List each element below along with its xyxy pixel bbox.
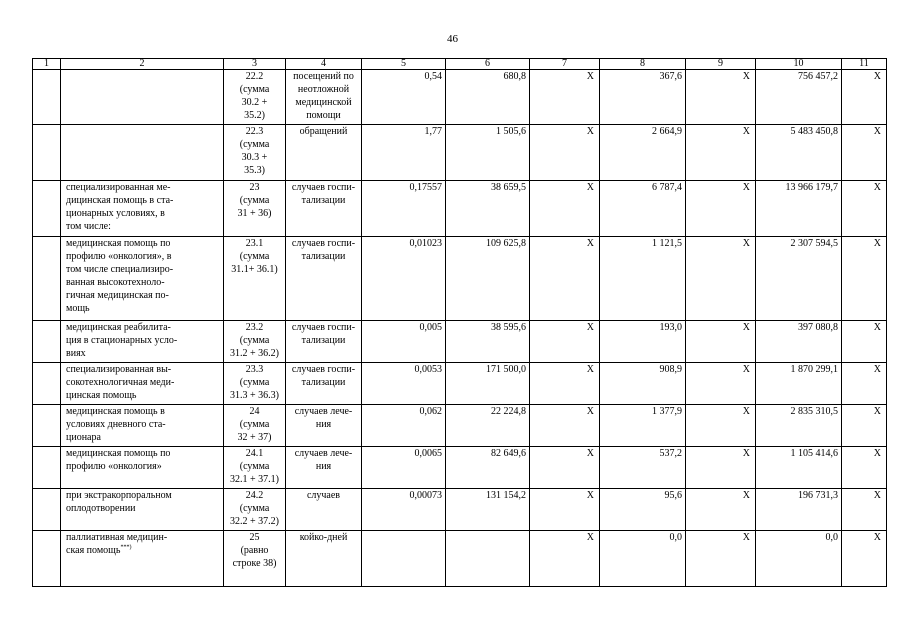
cell-line: (сумма [239,461,270,472]
table-cell [446,70,530,125]
table-cell [33,70,61,125]
cell-line: 0,0065 [414,448,442,459]
table-cell [362,125,446,181]
cell-line: медицинская помощь по [66,448,171,459]
cell-line: 1,77 [424,126,442,137]
cell-line: 2 307 594,5 [790,238,838,249]
table-cell [224,70,286,125]
cell-line: виях [66,348,86,359]
table-cell [362,321,446,363]
cell-line: тализации [301,195,346,206]
table-cell [33,405,61,447]
table-cell [530,531,600,587]
column-header: 1 [33,59,61,70]
table-cell [286,321,362,363]
cell-line: том числе: [66,221,111,232]
data-table [32,58,887,587]
cell-line: Х [586,490,594,501]
cell-line: 0,54 [424,71,442,82]
table-cell [686,70,756,125]
cell-line: гичная медицинская по- [66,290,169,301]
cell-line: 31.3 + 36.3) [230,390,279,401]
cell-line: 397 080,8 [798,322,838,333]
table-cell [61,70,224,125]
cell-line: 38 659,5 [491,182,526,193]
table-cell [61,363,224,405]
table-cell [362,489,446,531]
table-cell [842,447,887,489]
table-cell [362,181,446,237]
table-cell [686,181,756,237]
cell-line: ционарных условиях, в [66,208,165,219]
table-cell [224,531,286,587]
cell-line: Х [873,238,881,249]
table-cell [756,237,842,321]
table-cell [842,237,887,321]
table-cell [756,321,842,363]
table-cell [686,531,756,587]
cell-line: 193,0 [659,322,682,333]
table-cell [61,321,224,363]
table-cell [446,447,530,489]
cell-line: 31.2 + 36.2) [230,348,279,359]
table-cell [530,405,600,447]
cell-line: 0,00073 [409,490,442,501]
cell-line: Х [873,448,881,459]
cell-line: Х [586,126,594,137]
cell-line: том числе специализиро- [66,264,174,275]
cell-line: медицинская помощь по [66,238,171,249]
cell-line: случаев госпи- [291,364,356,375]
cell-line: 24 [249,406,260,417]
table-cell [686,405,756,447]
cell-line: Х [742,71,750,82]
table-cell [286,237,362,321]
cell-line: тализации [301,335,346,346]
cell-line: 1 121,5 [652,238,682,249]
cell-line: 32.1 + 37.1) [230,474,279,485]
table-cell [61,181,224,237]
table-cell [530,70,600,125]
table-row [33,321,887,363]
cell-line: ция в стационарных усло- [66,335,178,346]
cell-line: специализированная вы- [66,364,172,375]
cell-line: 1 105 414,6 [790,448,838,459]
cell-line: профилю «онкология», в [66,251,172,262]
table-cell [600,181,686,237]
cell-line: 2 664,9 [652,126,682,137]
table-cell [756,489,842,531]
table-cell [600,447,686,489]
table-cell [842,181,887,237]
table-cell [61,125,224,181]
cell-line: Х [586,448,594,459]
table-cell [362,237,446,321]
cell-line: профилю «онкология» [66,461,162,472]
table-cell [61,237,224,321]
table-cell [600,363,686,405]
column-header: 4 [286,59,362,70]
cell-line: случаев лече- [294,448,353,459]
cell-line: 680,8 [503,71,526,82]
table-cell [842,70,887,125]
column-header: 8 [600,59,686,70]
cell-line: ционара [66,432,101,443]
table-row [33,237,887,321]
table-cell [286,125,362,181]
table-cell [842,531,887,587]
cell-line: медицинская реабилита- [66,322,171,333]
cell-line: мощь [66,303,90,314]
table-cell [61,447,224,489]
table-cell [224,125,286,181]
table-cell [530,181,600,237]
table-cell [61,489,224,531]
cell-line: 22.3 [245,126,264,137]
cell-line: 35.3) [244,165,265,176]
cell-line: Х [742,406,750,417]
cell-line: Х [586,532,594,543]
table-cell [530,321,600,363]
cell-line: 0,0 [825,532,838,543]
cell-line: Х [742,182,750,193]
table-cell [686,489,756,531]
table-cell [842,363,887,405]
cell-line: ния [315,419,332,430]
table-cell [224,237,286,321]
cell-line: 0,062 [419,406,442,417]
cell-line: (сумма [239,335,270,346]
cell-line: 131 154,2 [486,490,526,501]
table-cell [224,489,286,531]
table-cell [600,405,686,447]
cell-line: 95,6 [664,490,682,501]
table-cell [286,489,362,531]
cell-line: случаев [306,490,341,501]
cell-line: Х [742,126,750,137]
table-cell [286,363,362,405]
table-cell [600,70,686,125]
cell-line: Х [873,182,881,193]
cell-line: 2 835 310,5 [790,406,838,417]
column-header: 7 [530,59,600,70]
cell-line: 1 377,9 [652,406,682,417]
cell-line: неотложной [297,84,350,95]
column-header: 5 [362,59,446,70]
table-cell [61,405,224,447]
cell-line: тализации [301,377,346,388]
table-cell [286,447,362,489]
table-cell [686,125,756,181]
table-row [33,125,887,181]
cell-line: 23 [249,182,260,193]
table-cell [600,237,686,321]
cell-line: 22.2 [245,71,264,82]
table-cell [33,237,61,321]
table-cell [61,531,224,587]
table-cell [756,531,842,587]
cell-line: паллиативная медицин- [66,532,168,543]
table-cell [286,405,362,447]
cell-line: 31.1+ 36.1) [231,264,278,275]
table-cell [224,321,286,363]
cell-line: Х [742,532,750,543]
cell-line: Х [742,490,750,501]
footnote-marker: ***) [120,544,132,551]
table-cell [446,489,530,531]
cell-line: 13 966 179,7 [785,182,838,193]
table-cell [530,125,600,181]
cell-line: 38 595,6 [491,322,526,333]
table-cell [530,447,600,489]
table-row [33,489,887,531]
cell-line: 24.1 [245,448,264,459]
table-cell [33,531,61,587]
table-cell [686,447,756,489]
cell-line: случаев госпи- [291,322,356,333]
cell-line: 0,0 [669,532,682,543]
cell-line: 24.2 [245,490,264,501]
table-cell [362,447,446,489]
cell-line: посещений по [293,71,354,82]
cell-line: медицинской [295,97,352,108]
cell-line: медицинская помощь в [66,406,165,417]
cell-line: 30.3 + [241,152,268,163]
cell-line: 5 483 450,8 [790,126,838,137]
cell-line: (равно [240,545,269,556]
cell-line: помощи [306,110,341,121]
table-cell [756,181,842,237]
cell-line: 0,17557 [409,182,442,193]
cell-line: 367,6 [659,71,682,82]
table-cell [530,489,600,531]
cell-line: Х [742,322,750,333]
column-header: 2 [61,59,224,70]
cell-line: (сумма [239,377,270,388]
cell-line: Х [586,238,594,249]
table-row [33,405,887,447]
cell-line: (сумма [239,195,270,206]
cell-line: 908,9 [659,364,682,375]
table-cell [362,363,446,405]
table-row [33,70,887,125]
table-cell [842,405,887,447]
cell-line: (сумма [239,84,270,95]
table-cell [600,125,686,181]
table-cell [530,237,600,321]
cell-line: 23.3 [245,364,264,375]
cell-line: Х [873,126,881,137]
table-cell [756,405,842,447]
cell-line: Х [873,490,881,501]
cell-line: Х [873,71,881,82]
table-cell [286,531,362,587]
table-cell [842,125,887,181]
cell-line: Х [586,322,594,333]
column-header: 9 [686,59,756,70]
table-cell [842,489,887,531]
table-cell [33,181,61,237]
cell-line: 32.2 + 37.2) [230,516,279,527]
table-cell [33,489,61,531]
cell-line: случаев госпи- [291,182,356,193]
cell-line: 196 731,3 [798,490,838,501]
cell-line: 0,0053 [414,364,442,375]
table-cell [446,125,530,181]
cell-line: строке 38) [232,558,277,569]
cell-line: цинская помощь [66,390,137,401]
table-cell [286,181,362,237]
cell-line: (сумма [239,503,270,514]
table-cell [446,321,530,363]
table-cell [33,447,61,489]
cell-line: оплодотворении [66,503,136,514]
cell-line: 23.1 [245,238,264,249]
cell-line: 0,005 [419,322,442,333]
table-row [33,447,887,489]
table-cell [224,405,286,447]
table-cell [600,489,686,531]
cell-line: Х [586,182,594,193]
column-header: 3 [224,59,286,70]
cell-line: Х [586,406,594,417]
column-header: 10 [756,59,842,70]
table-cell [224,363,286,405]
cell-line: сокотехнологичная меди- [66,377,175,388]
cell-line: Х [586,364,594,375]
table-cell [286,70,362,125]
cell-line: 30.2 + [241,97,268,108]
table-cell [224,181,286,237]
column-header-row [33,59,887,70]
table-cell [446,405,530,447]
cell-line: 756 457,2 [798,71,838,82]
cell-line: 23.2 [245,322,264,333]
cell-line: 6 787,4 [652,182,682,193]
cell-line: 537,2 [659,448,682,459]
table-cell [686,321,756,363]
table-cell [33,125,61,181]
cell-line: Х [873,532,881,543]
cell-line: (сумма [239,251,270,262]
table-row [33,363,887,405]
cell-line: тализации [301,251,346,262]
table-row [33,531,887,587]
page-number: 46 [447,33,458,45]
table-cell [530,363,600,405]
cell-line: Х [873,406,881,417]
cell-line: при экстракорпоральном [66,490,172,501]
table-cell [224,447,286,489]
cell-line: 0,01023 [409,238,442,249]
column-header: 11 [842,59,887,70]
cell-line: 35.2) [244,110,265,121]
table-cell [686,237,756,321]
cell-line: (сумма [239,419,270,430]
cell-line: ния [315,461,332,472]
table-cell [756,70,842,125]
cell-line: Х [586,71,594,82]
cell-line: ванная высокотехноло- [66,277,165,288]
table-cell [686,363,756,405]
table-cell [362,405,446,447]
cell-line: Х [873,322,881,333]
cell-line: случаев лече- [294,406,353,417]
table-cell [842,321,887,363]
table-cell [33,363,61,405]
cell-line: 1 505,6 [496,126,526,137]
cell-line: дицинская помощь в ста- [66,195,174,206]
table-cell [446,363,530,405]
cell-line: 1 870 299,1 [790,364,838,375]
cell-line: 82 649,6 [491,448,526,459]
cell-line: 22 224,8 [491,406,526,417]
cell-line: 25 [249,532,260,543]
cell-line: 171 500,0 [486,364,526,375]
cell-line: 31 + 36) [237,208,272,219]
column-header: 6 [446,59,530,70]
cell-line: Х [742,238,750,249]
table-cell [446,237,530,321]
cell-line: ская помощь [66,545,121,556]
cell-line: 32 + 37) [237,432,272,443]
cell-line: случаев госпи- [291,238,356,249]
table-cell [362,531,446,587]
cell-line: Х [742,448,750,459]
table-cell [600,321,686,363]
table-cell [446,181,530,237]
cell-line: условиях дневного ста- [66,419,166,430]
cell-line: койко-дней [299,532,348,543]
cell-line: Х [873,364,881,375]
table-cell [362,70,446,125]
table-cell [600,531,686,587]
cell-line: 109 625,8 [486,238,526,249]
table-cell [446,531,530,587]
table-cell [756,447,842,489]
table-cell [756,125,842,181]
table-row [33,181,887,237]
cell-line: обращений [299,126,348,137]
table-cell [756,363,842,405]
table-cell [33,321,61,363]
cell-line: Х [742,364,750,375]
cell-line: специализированная ме- [66,182,171,193]
cell-line: (сумма [239,139,270,150]
